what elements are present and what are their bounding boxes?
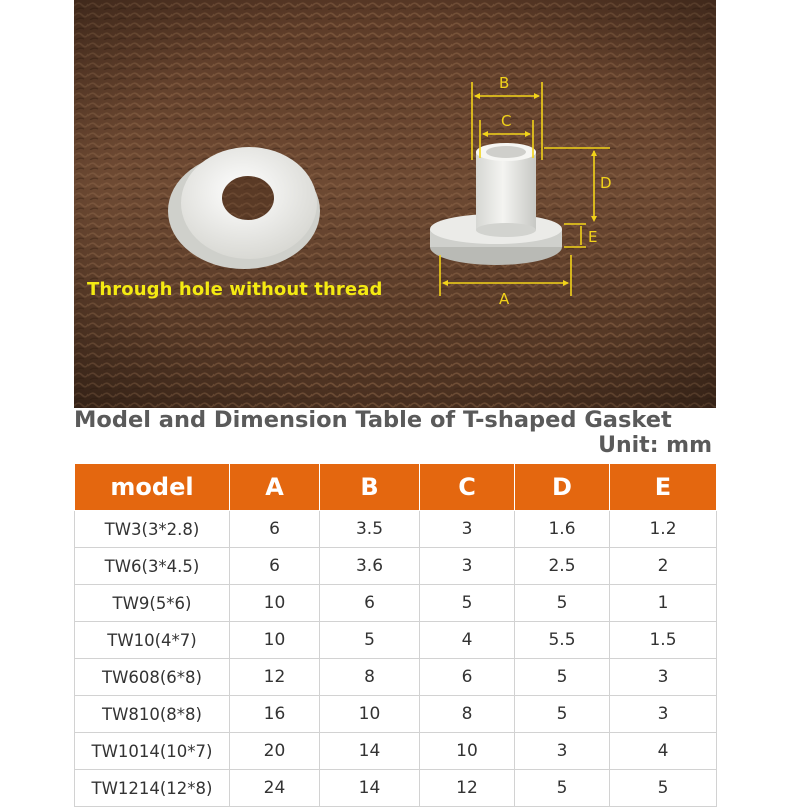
cell-model: TW810(8*8): [75, 696, 230, 733]
cell-d: 5.5: [515, 622, 610, 659]
cell-a: 16: [230, 696, 320, 733]
cell-c: 4: [420, 622, 515, 659]
cell-b: 3.5: [320, 511, 420, 548]
table-row: [75, 770, 717, 807]
cell-model: TW6(3*4.5): [75, 548, 230, 585]
table-header-row: [75, 464, 717, 511]
table-row: [75, 511, 717, 548]
cell-c: 5: [420, 585, 515, 622]
cell-c: 12: [420, 770, 515, 807]
cell-d: 1.6: [515, 511, 610, 548]
cell-c: 8: [420, 696, 515, 733]
cell-a: 10: [230, 585, 320, 622]
cell-model: TW1014(10*7): [75, 733, 230, 770]
dim-label-b: B: [499, 74, 510, 92]
cell-a: 10: [230, 622, 320, 659]
photo-caption: Through hole without thread: [87, 279, 383, 300]
cell-b: 14: [320, 770, 420, 807]
table-row: [75, 733, 717, 770]
cell-d: 5: [515, 659, 610, 696]
cell-e: 3: [610, 659, 717, 696]
table-row: [75, 659, 717, 696]
cell-c: 3: [420, 511, 515, 548]
column-header-a: A: [230, 464, 320, 511]
cell-e: 1.2: [610, 511, 717, 548]
cell-a: 20: [230, 733, 320, 770]
cell-d: 2.5: [515, 548, 610, 585]
cell-model: TW1214(12*8): [75, 770, 230, 807]
cell-d: 5: [515, 585, 610, 622]
cell-e: 2: [610, 548, 717, 585]
column-header-c: C: [420, 464, 515, 511]
cell-d: 5: [515, 770, 610, 807]
cell-b: 10: [320, 696, 420, 733]
cell-d: 3: [515, 733, 610, 770]
column-header-e: E: [610, 464, 717, 511]
cell-b: 6: [320, 585, 420, 622]
unit-label: Unit: mm: [598, 433, 712, 458]
product-photo: [74, 0, 716, 408]
cell-a: 6: [230, 511, 320, 548]
dim-label-d: D: [600, 174, 612, 192]
cell-a: 6: [230, 548, 320, 585]
cell-b: 14: [320, 733, 420, 770]
cell-model: TW3(3*2.8): [75, 511, 230, 548]
cell-e: 4: [610, 733, 717, 770]
cell-model: TW608(6*8): [75, 659, 230, 696]
dimension-table: [74, 464, 717, 807]
cell-d: 5: [515, 696, 610, 733]
column-header-model: model: [75, 464, 230, 511]
cell-a: 12: [230, 659, 320, 696]
table-row: [75, 585, 717, 622]
table-row: [75, 696, 717, 733]
cell-e: 1.5: [610, 622, 717, 659]
cell-c: 6: [420, 659, 515, 696]
cell-b: 5: [320, 622, 420, 659]
cell-e: 1: [610, 585, 717, 622]
page-title: Model and Dimension Table of T-shaped Gasket: [74, 407, 672, 433]
dim-label-e: E: [588, 228, 598, 246]
cell-model: TW9(5*6): [75, 585, 230, 622]
cell-b: 8: [320, 659, 420, 696]
cell-c: 10: [420, 733, 515, 770]
cell-e: 3: [610, 696, 717, 733]
column-header-d: D: [515, 464, 610, 511]
cell-b: 3.6: [320, 548, 420, 585]
cell-a: 24: [230, 770, 320, 807]
dim-label-a: A: [499, 290, 510, 308]
cell-model: TW10(4*7): [75, 622, 230, 659]
dim-label-c: C: [501, 112, 512, 130]
column-header-b: B: [320, 464, 420, 511]
cell-c: 3: [420, 548, 515, 585]
gasket-illustration: [74, 0, 716, 408]
table-row: [75, 622, 717, 659]
table-row: [75, 548, 717, 585]
cell-e: 5: [610, 770, 717, 807]
